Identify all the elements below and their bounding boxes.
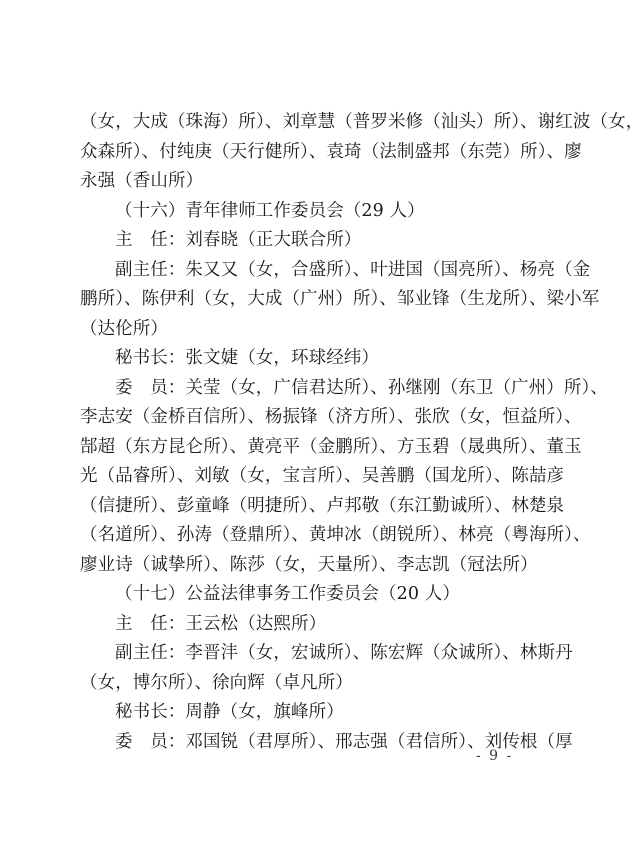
- text-line: （十七）公益法律事务工作委员会（20 人）: [115, 584, 460, 604]
- text-line: 委 员：关莹（女，广信君达所）、孙继刚（东卫（广州）所）、: [115, 377, 608, 398]
- text-line: 秘书长：张文婕（女，环球经纬）: [115, 348, 379, 368]
- text-line: 秘书长：周静（女，旗峰所）: [115, 702, 344, 722]
- text-line: 副主任：朱又又（女，合盛所）、叶进国（国亮所）、杨亮（金: [115, 259, 591, 280]
- text-line: 众森所）、付纯庚（天行健所）、袁琦（法制盛邦（东莞）所）、廖: [80, 141, 582, 162]
- page-number: - 9 -: [476, 748, 514, 764]
- text-line: 永强（香山所）: [80, 171, 204, 191]
- text-line: 光（品睿所）、刘敏（女，宝言所）、吴善鹏（国龙所）、陈喆彦: [80, 466, 565, 486]
- document-body: [80, 108, 643, 757]
- text-line: （十六）青年律师工作委员会（29 人）: [115, 200, 425, 221]
- text-line: （名道所）、孙涛（登鼎所）、黄坤冰（朗锐所）、林亮（粤海所）、: [80, 525, 591, 545]
- text-line: （达伦所）: [80, 318, 168, 339]
- text-line: 主 任：王云松（达熙所）: [115, 613, 327, 634]
- text-line: 鹏所）、陈伊利（女，大成（广州）所）、邹业锋（生龙所）、梁小军: [80, 289, 600, 309]
- text-line: 李志安（金桥百信所）、杨振锋（济方所）、张欣（女，恒益所）、: [80, 407, 582, 427]
- text-line: （女，大成（珠海）所）、刘章慧（普罗米修（汕头）所）、谢红波（女，: [80, 112, 643, 132]
- text-line: 副主任：李晋沣（女，宏诚所）、陈宏辉（众诚所）、林斯丹: [115, 643, 573, 663]
- text-line: 廖业诗（诚挚所）、陈莎（女，天量所）、李志凯（冠法所）: [80, 554, 538, 575]
- text-line: 主 任：刘春晓（正大联合所）: [115, 230, 362, 250]
- text-line: 委 员：邓国锐（君厚所）、邢志强（君信所）、刘传根（厚: [115, 731, 573, 752]
- text-line: （女，博尔所）、徐向辉（卓凡所）: [80, 672, 353, 693]
- text-line: 郜超（东方昆仑所）、黄亮平（金鹏所）、方玉碧（晟典所）、董玉: [80, 436, 582, 457]
- text-line: （信捷所）、彭童峰（明捷所）、卢邦敬（东江勤诚所）、林楚泉: [80, 495, 565, 516]
